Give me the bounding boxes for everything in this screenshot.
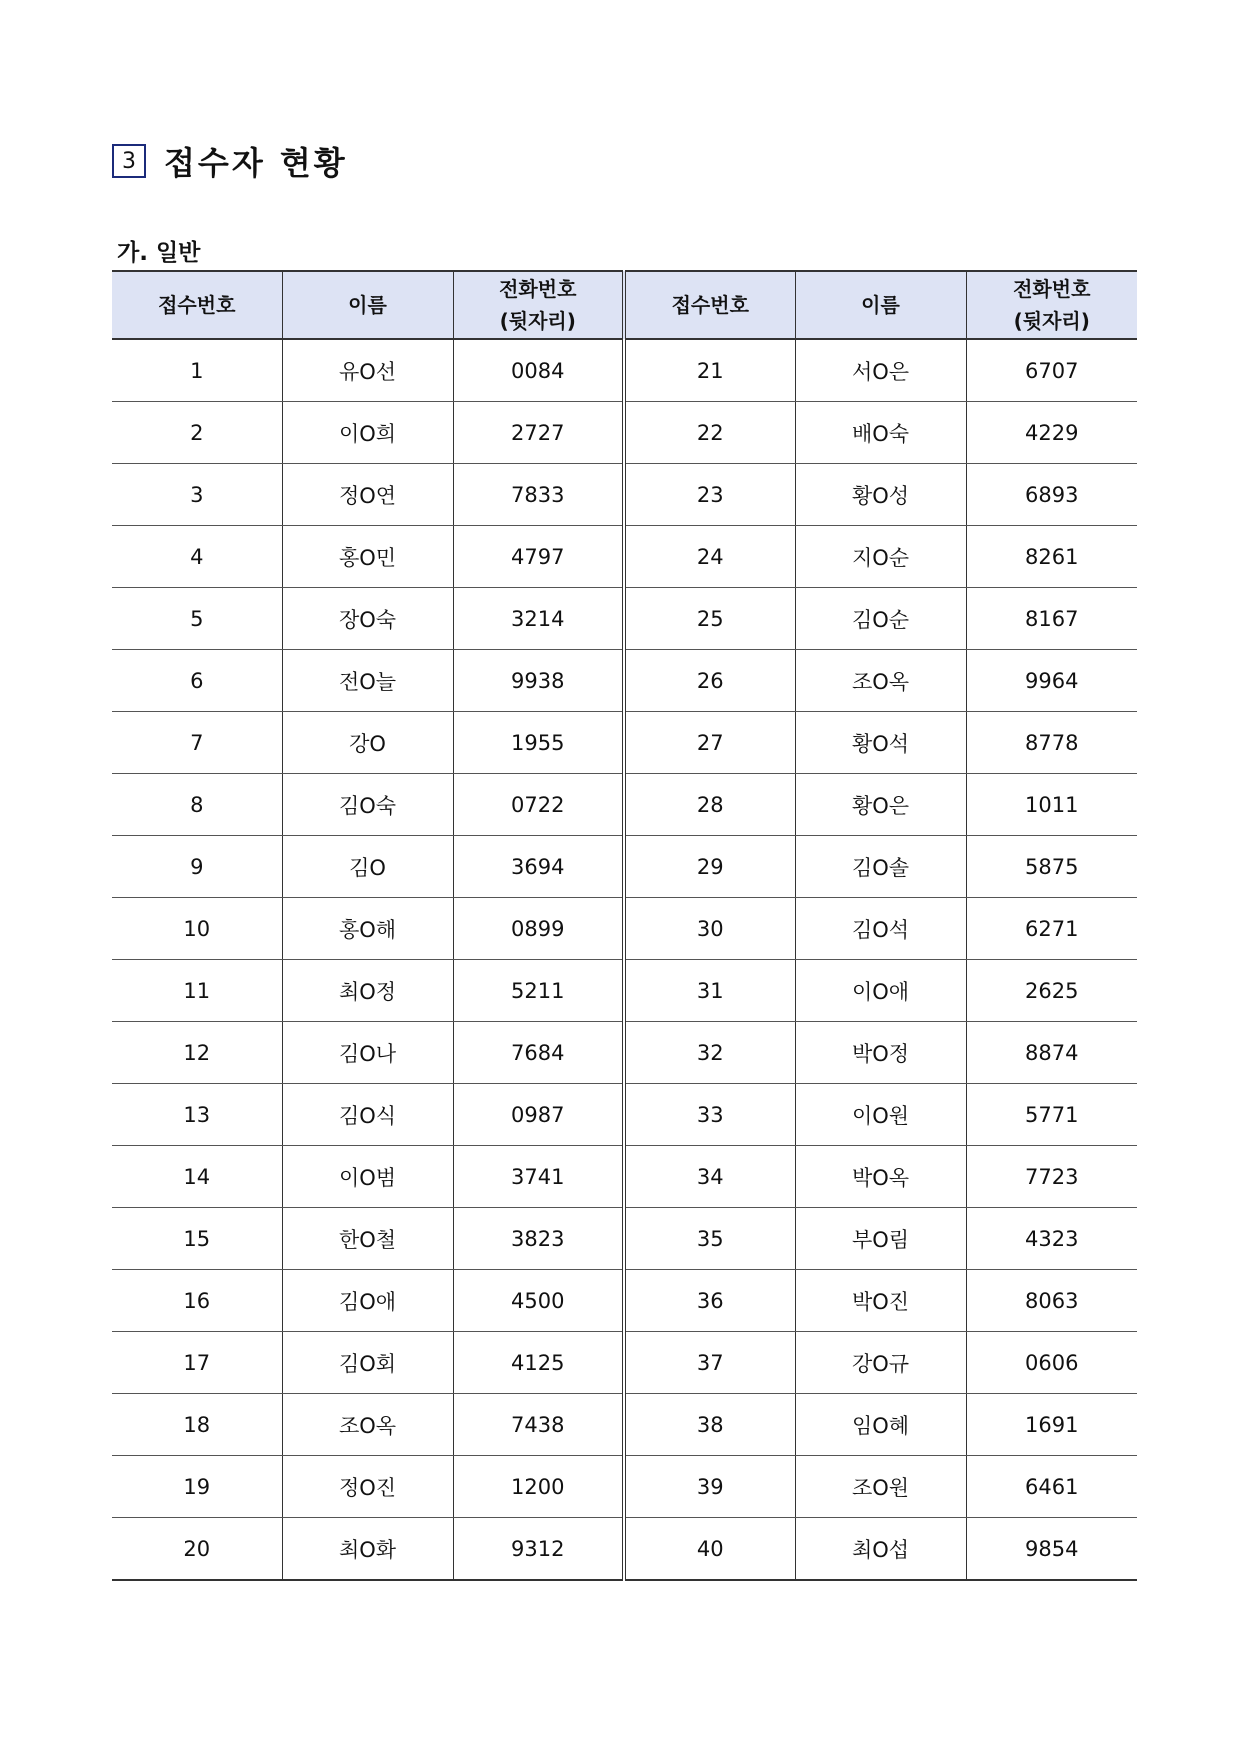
cell-phone-suffix: 9854 — [966, 1518, 1137, 1581]
cell-name: 조O옥 — [282, 1394, 453, 1456]
cell-phone-suffix: 7684 — [453, 1022, 624, 1084]
header-phone-line1: 전화번호 — [499, 277, 577, 301]
cell-receipt-no: 8 — [112, 774, 282, 836]
cell-receipt-no: 22 — [624, 402, 795, 464]
cell-phone-suffix: 5211 — [453, 960, 624, 1022]
section-number-box: 3 — [112, 144, 146, 178]
cell-phone-suffix: 9938 — [453, 650, 624, 712]
cell-receipt-no: 36 — [624, 1270, 795, 1332]
table-row — [112, 898, 1137, 960]
cell-name: 박O진 — [795, 1270, 966, 1332]
cell-name: 김O회 — [282, 1332, 453, 1394]
cell-receipt-no: 31 — [624, 960, 795, 1022]
cell-name: 최O섭 — [795, 1518, 966, 1581]
cell-receipt-no: 17 — [112, 1332, 282, 1394]
cell-receipt-no: 19 — [112, 1456, 282, 1518]
cell-phone-suffix: 0084 — [453, 339, 624, 402]
table-header-row — [112, 271, 1137, 339]
cell-name: 전O늘 — [282, 650, 453, 712]
cell-name: 홍O민 — [282, 526, 453, 588]
cell-phone-suffix: 8167 — [966, 588, 1137, 650]
cell-name: 김O솔 — [795, 836, 966, 898]
cell-phone-suffix: 4125 — [453, 1332, 624, 1394]
cell-name: 이O범 — [282, 1146, 453, 1208]
table-row — [112, 712, 1137, 774]
cell-receipt-no: 5 — [112, 588, 282, 650]
cell-phone-suffix: 4797 — [453, 526, 624, 588]
cell-receipt-no: 18 — [112, 1394, 282, 1456]
cell-name: 이O희 — [282, 402, 453, 464]
cell-phone-suffix: 1955 — [453, 712, 624, 774]
cell-receipt-no: 10 — [112, 898, 282, 960]
cell-phone-suffix: 4229 — [966, 402, 1137, 464]
cell-phone-suffix: 8261 — [966, 526, 1137, 588]
table-row — [112, 650, 1137, 712]
cell-phone-suffix: 4323 — [966, 1208, 1137, 1270]
cell-name: 김O석 — [795, 898, 966, 960]
cell-receipt-no: 40 — [624, 1518, 795, 1581]
table-row — [112, 1022, 1137, 1084]
cell-name: 배O숙 — [795, 402, 966, 464]
subsection-title: 가. 일반 — [117, 240, 201, 266]
cell-phone-suffix: 3694 — [453, 836, 624, 898]
cell-name: 장O숙 — [282, 588, 453, 650]
header-phone — [453, 271, 624, 339]
cell-name: 서O은 — [795, 339, 966, 402]
table-row — [112, 1270, 1137, 1332]
cell-receipt-no: 21 — [624, 339, 795, 402]
cell-receipt-no: 39 — [624, 1456, 795, 1518]
cell-name: 박O정 — [795, 1022, 966, 1084]
cell-phone-suffix: 5771 — [966, 1084, 1137, 1146]
cell-phone-suffix: 6271 — [966, 898, 1137, 960]
cell-phone-suffix: 7723 — [966, 1146, 1137, 1208]
cell-phone-suffix: 6893 — [966, 464, 1137, 526]
section-heading — [112, 138, 348, 184]
cell-name: 최O화 — [282, 1518, 453, 1581]
cell-receipt-no: 9 — [112, 836, 282, 898]
cell-receipt-no: 3 — [112, 464, 282, 526]
cell-receipt-no: 1 — [112, 339, 282, 402]
table-row — [112, 1332, 1137, 1394]
cell-receipt-no: 38 — [624, 1394, 795, 1456]
table-row — [112, 526, 1137, 588]
cell-phone-suffix: 4500 — [453, 1270, 624, 1332]
cell-receipt-no: 11 — [112, 960, 282, 1022]
cell-phone-suffix: 1200 — [453, 1456, 624, 1518]
cell-name: 이O원 — [795, 1084, 966, 1146]
cell-name: 강O — [282, 712, 453, 774]
table-row — [112, 960, 1137, 1022]
header-phone — [966, 271, 1137, 339]
cell-name: 조O원 — [795, 1456, 966, 1518]
cell-receipt-no: 4 — [112, 526, 282, 588]
header-receipt-no: 접수번호 — [624, 271, 795, 339]
cell-receipt-no: 37 — [624, 1332, 795, 1394]
cell-name: 지O순 — [795, 526, 966, 588]
table-row — [112, 1084, 1137, 1146]
cell-phone-suffix: 9312 — [453, 1518, 624, 1581]
cell-receipt-no: 33 — [624, 1084, 795, 1146]
cell-phone-suffix: 2625 — [966, 960, 1137, 1022]
cell-name: 조O옥 — [795, 650, 966, 712]
cell-name: 최O정 — [282, 960, 453, 1022]
cell-receipt-no: 20 — [112, 1518, 282, 1581]
cell-receipt-no: 6 — [112, 650, 282, 712]
header-receipt-no: 접수번호 — [112, 271, 282, 339]
cell-name: 임O혜 — [795, 1394, 966, 1456]
cell-name: 강O규 — [795, 1332, 966, 1394]
cell-phone-suffix: 8063 — [966, 1270, 1137, 1332]
cell-receipt-no: 12 — [112, 1022, 282, 1084]
cell-phone-suffix: 5875 — [966, 836, 1137, 898]
cell-phone-suffix: 0722 — [453, 774, 624, 836]
section-title: 접수자 현황 — [164, 144, 348, 182]
cell-phone-suffix: 1011 — [966, 774, 1137, 836]
cell-name: 유O선 — [282, 339, 453, 402]
cell-receipt-no: 23 — [624, 464, 795, 526]
cell-phone-suffix: 3741 — [453, 1146, 624, 1208]
cell-receipt-no: 30 — [624, 898, 795, 960]
cell-receipt-no: 27 — [624, 712, 795, 774]
cell-phone-suffix: 1691 — [966, 1394, 1137, 1456]
table-row — [112, 1394, 1137, 1456]
cell-phone-suffix: 0987 — [453, 1084, 624, 1146]
cell-phone-suffix: 6707 — [966, 339, 1137, 402]
header-phone-line1: 전화번호 — [1013, 277, 1091, 301]
cell-name: 김O숙 — [282, 774, 453, 836]
table-row — [112, 774, 1137, 836]
cell-name: 김O식 — [282, 1084, 453, 1146]
cell-receipt-no: 25 — [624, 588, 795, 650]
cell-phone-suffix: 3214 — [453, 588, 624, 650]
table-body — [112, 339, 1137, 1580]
cell-phone-suffix: 2727 — [453, 402, 624, 464]
header-name: 이름 — [282, 271, 453, 339]
cell-name: 황O은 — [795, 774, 966, 836]
cell-name: 정O연 — [282, 464, 453, 526]
cell-receipt-no: 24 — [624, 526, 795, 588]
table-row — [112, 464, 1137, 526]
cell-name: 김O순 — [795, 588, 966, 650]
applicant-table — [112, 270, 1137, 1581]
table-row — [112, 836, 1137, 898]
cell-phone-suffix: 8874 — [966, 1022, 1137, 1084]
cell-name: 황O성 — [795, 464, 966, 526]
cell-phone-suffix: 0899 — [453, 898, 624, 960]
table-row — [112, 1456, 1137, 1518]
cell-receipt-no: 29 — [624, 836, 795, 898]
cell-phone-suffix: 3823 — [453, 1208, 624, 1270]
table-row — [112, 339, 1137, 402]
header-phone-line2: (뒷자리) — [1013, 309, 1090, 333]
cell-name: 김O나 — [282, 1022, 453, 1084]
cell-name: 홍O해 — [282, 898, 453, 960]
cell-name: 김O애 — [282, 1270, 453, 1332]
cell-receipt-no: 2 — [112, 402, 282, 464]
header-phone-line2: (뒷자리) — [499, 309, 576, 333]
cell-receipt-no: 14 — [112, 1146, 282, 1208]
cell-phone-suffix: 0606 — [966, 1332, 1137, 1394]
cell-name: 황O석 — [795, 712, 966, 774]
cell-name: 김O — [282, 836, 453, 898]
cell-receipt-no: 34 — [624, 1146, 795, 1208]
cell-receipt-no: 15 — [112, 1208, 282, 1270]
table-row — [112, 1208, 1137, 1270]
cell-phone-suffix: 7438 — [453, 1394, 624, 1456]
cell-receipt-no: 32 — [624, 1022, 795, 1084]
cell-receipt-no: 35 — [624, 1208, 795, 1270]
cell-phone-suffix: 9964 — [966, 650, 1137, 712]
cell-phone-suffix: 7833 — [453, 464, 624, 526]
table-row — [112, 1146, 1137, 1208]
cell-receipt-no: 28 — [624, 774, 795, 836]
cell-receipt-no: 7 — [112, 712, 282, 774]
cell-receipt-no: 16 — [112, 1270, 282, 1332]
cell-receipt-no: 26 — [624, 650, 795, 712]
cell-name: 박O옥 — [795, 1146, 966, 1208]
table-row — [112, 402, 1137, 464]
cell-name: 이O애 — [795, 960, 966, 1022]
table-row — [112, 588, 1137, 650]
cell-phone-suffix: 8778 — [966, 712, 1137, 774]
cell-receipt-no: 13 — [112, 1084, 282, 1146]
cell-name: 부O림 — [795, 1208, 966, 1270]
table-row — [112, 1518, 1137, 1581]
header-name: 이름 — [795, 271, 966, 339]
cell-name: 한O철 — [282, 1208, 453, 1270]
cell-name: 정O진 — [282, 1456, 453, 1518]
cell-phone-suffix: 6461 — [966, 1456, 1137, 1518]
